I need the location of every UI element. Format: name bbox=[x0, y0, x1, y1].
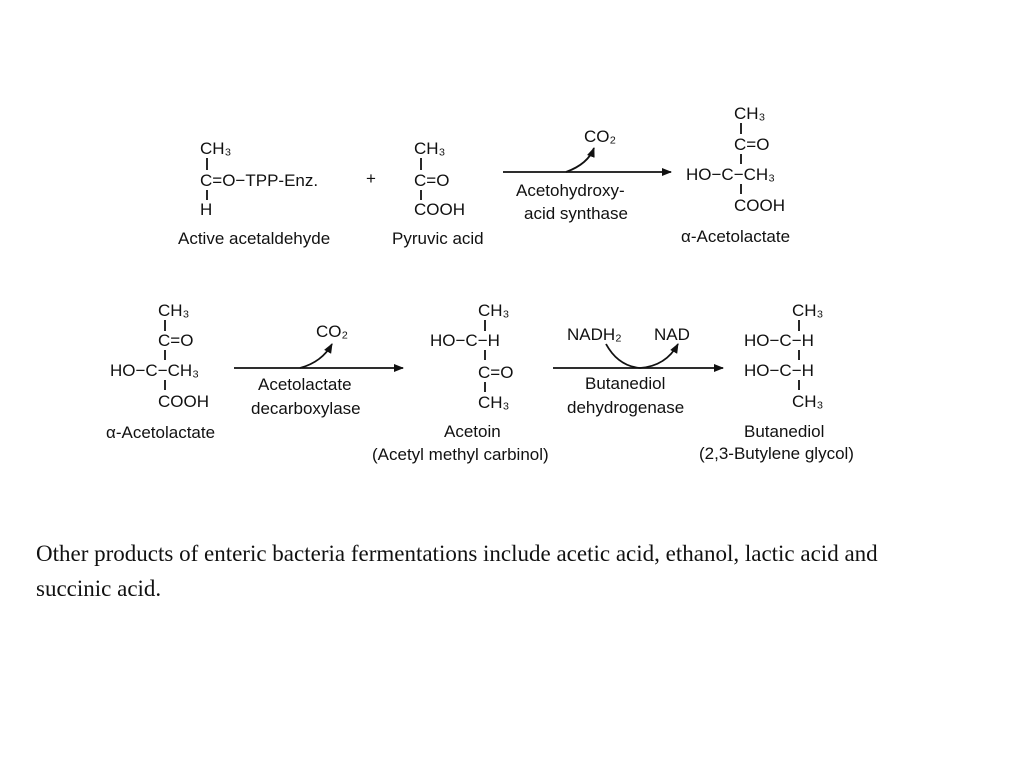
co2-label: CO₂ bbox=[316, 322, 349, 341]
acetohydroxy-acid-synthase-step bbox=[503, 127, 671, 223]
acetoin-structure bbox=[372, 301, 549, 464]
pyruvic-acid-structure bbox=[392, 139, 484, 248]
enzyme2-label-line1: Butanediol bbox=[585, 374, 666, 393]
acetolactate-ch3-top: CH₃ bbox=[158, 301, 190, 320]
acetoin-ch3-bottom: CH₃ bbox=[478, 393, 510, 412]
co2-release-arrow bbox=[566, 148, 594, 172]
cofactor-exchange-arrow bbox=[606, 344, 678, 368]
acetolactate-carbinol: HO−C−CH₃ bbox=[110, 361, 200, 380]
acetolactate-carbonyl: C=O bbox=[158, 331, 194, 350]
co2-label: CO₂ bbox=[584, 127, 617, 146]
active-acetaldehyde-structure bbox=[178, 139, 330, 248]
enzyme-label-line2: acid synthase bbox=[524, 204, 628, 223]
pyruvic-acid-cooh: COOH bbox=[414, 200, 465, 219]
acetolactate-decarboxylase-step bbox=[234, 322, 403, 418]
enzyme-label-line2: decarboxylase bbox=[251, 399, 361, 418]
nad-label: NAD bbox=[654, 325, 690, 344]
plus-sign: + bbox=[366, 169, 376, 188]
pyruvic-acid-label: Pyruvic acid bbox=[392, 229, 484, 248]
acetoin-ch3-top: CH₃ bbox=[478, 301, 510, 320]
caption-text: Other products of enteric bacteria fermentations include acetic acid, ethanol, lactic acid and succinic acid. bbox=[36, 541, 878, 601]
active-acetaldehyde-ch3: CH₃ bbox=[200, 139, 232, 158]
active-acetaldehyde-label: Active acetaldehyde bbox=[178, 229, 331, 248]
acetoin-alt-label: (Acetyl methyl carbinol) bbox=[372, 445, 549, 464]
pyruvic-acid-carbonyl: C=O bbox=[414, 171, 450, 190]
acetolactate-cooh: COOH bbox=[158, 392, 209, 411]
enzyme-label-line1: Acetohydroxy- bbox=[516, 181, 625, 200]
butanediol-structure bbox=[699, 301, 854, 463]
alpha-acetolactate-structure-2 bbox=[106, 301, 215, 442]
pyruvic-acid-ch3: CH₃ bbox=[414, 139, 446, 158]
butanediol-label: Butanediol bbox=[744, 422, 825, 441]
butanediol-carbinol-1: HO−C−H bbox=[744, 331, 814, 350]
acetolactate-label: α-Acetolactate bbox=[106, 423, 216, 442]
acetoin-carbonyl: C=O bbox=[478, 363, 514, 382]
co2-release-arrow bbox=[300, 344, 332, 368]
acetolactate-carbonyl: C=O bbox=[734, 135, 770, 154]
active-acetaldehyde-h: H bbox=[200, 200, 213, 219]
nadh2-label: NADH₂ bbox=[567, 325, 622, 344]
acetoin-label: Acetoin bbox=[444, 422, 501, 441]
butanediol-ch3-bottom: CH₃ bbox=[792, 392, 824, 411]
enzyme-label-line1: Acetolactate bbox=[258, 375, 352, 394]
alpha-acetolactate-structure-1 bbox=[681, 104, 790, 246]
active-acetaldehyde-carbonyl: C=O−TPP-Enz. bbox=[200, 171, 319, 190]
enzyme2-label-line2: dehydrogenase bbox=[567, 398, 685, 417]
butanediol-dehydrogenase-step bbox=[553, 325, 723, 417]
acetolactate-cooh: COOH bbox=[734, 196, 785, 215]
butanediol-ch3-top: CH₃ bbox=[792, 301, 824, 320]
butanediol-carbinol-2: HO−C−H bbox=[744, 361, 814, 380]
acetoin-carbinol: HO−C−H bbox=[430, 331, 500, 350]
acetolactate-carbinol: HO−C−CH₃ bbox=[686, 165, 776, 184]
acetolactate-label: α-Acetolactate bbox=[681, 227, 791, 246]
butanediol-alt-label: (2,3-Butylene glycol) bbox=[699, 444, 854, 463]
acetolactate-ch3-top: CH₃ bbox=[734, 104, 766, 123]
